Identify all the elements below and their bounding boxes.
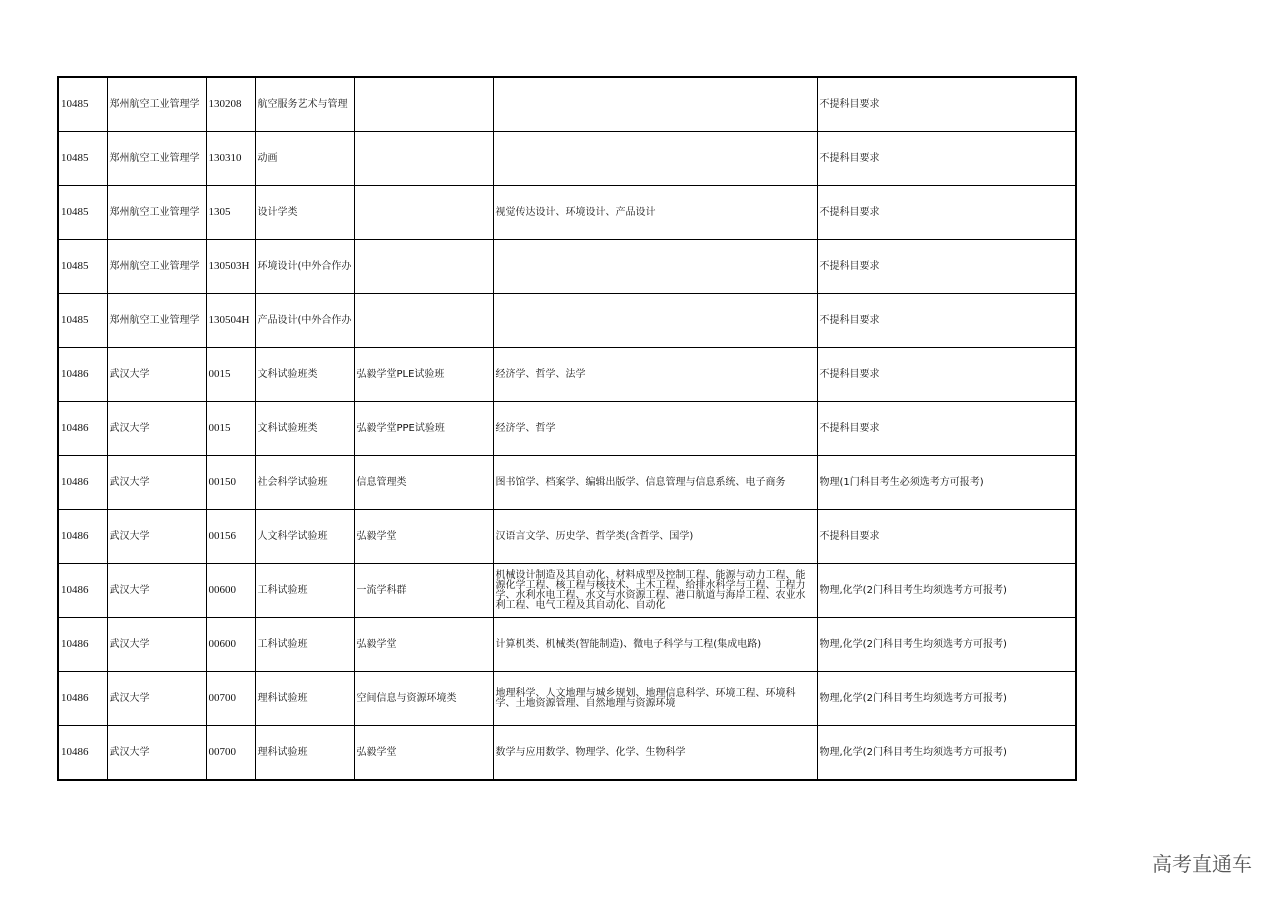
table-row bbox=[58, 510, 1076, 564]
table-cell: 汉语言文学、历史学、哲学类(含哲学、国学) bbox=[493, 510, 817, 564]
table-cell: 不提科目要求 bbox=[817, 510, 1076, 564]
table-cell: 环境设计(中外合作办 bbox=[255, 240, 354, 294]
table-cell: 130503H bbox=[206, 240, 255, 294]
table-cell: 郑州航空工业管理学 bbox=[107, 240, 206, 294]
table-cell: 武汉大学 bbox=[107, 726, 206, 781]
table-cell: 0015 bbox=[206, 348, 255, 402]
table-row bbox=[58, 132, 1076, 186]
table-cell: 武汉大学 bbox=[107, 618, 206, 672]
table-cell: 武汉大学 bbox=[107, 402, 206, 456]
table-cell: 数学与应用数学、物理学、化学、生物科学 bbox=[493, 726, 817, 781]
table-cell: 弘毅学堂 bbox=[354, 618, 493, 672]
table-cell: 不提科目要求 bbox=[817, 77, 1076, 132]
table-row bbox=[58, 618, 1076, 672]
table-row bbox=[58, 77, 1076, 132]
table-cell bbox=[493, 240, 817, 294]
table-cell: 武汉大学 bbox=[107, 456, 206, 510]
table-cell: 物理,化学(2门科目考生均须选考方可报考) bbox=[817, 672, 1076, 726]
table-row bbox=[58, 402, 1076, 456]
table-cell: 不提科目要求 bbox=[817, 294, 1076, 348]
table-cell: 动画 bbox=[255, 132, 354, 186]
table-cell: 物理,化学(2门科目考生均须选考方可报考) bbox=[817, 564, 1076, 618]
table-cell: 130310 bbox=[206, 132, 255, 186]
table-cell: 郑州航空工业管理学 bbox=[107, 132, 206, 186]
table-row bbox=[58, 672, 1076, 726]
table-cell: 文科试验班类 bbox=[255, 348, 354, 402]
table-cell: 物理(1门科目考生必须选考方可报考) bbox=[817, 456, 1076, 510]
table-cell bbox=[354, 294, 493, 348]
table-row bbox=[58, 348, 1076, 402]
table-cell: 00600 bbox=[206, 564, 255, 618]
admission-table bbox=[57, 76, 1077, 781]
table-cell bbox=[354, 186, 493, 240]
table-cell: 10486 bbox=[58, 672, 107, 726]
table-cell: 物理,化学(2门科目考生均须选考方可报考) bbox=[817, 618, 1076, 672]
table-cell: 00700 bbox=[206, 672, 255, 726]
table-cell: 不提科目要求 bbox=[817, 240, 1076, 294]
table-body bbox=[58, 77, 1076, 780]
table-cell: 产品设计(中外合作办 bbox=[255, 294, 354, 348]
table-cell: 00600 bbox=[206, 618, 255, 672]
table-cell: 计算机类、机械类(智能制造)、微电子科学与工程(集成电路) bbox=[493, 618, 817, 672]
table-cell: 130208 bbox=[206, 77, 255, 132]
table-cell: 10486 bbox=[58, 456, 107, 510]
table-cell: 信息管理类 bbox=[354, 456, 493, 510]
table-cell bbox=[493, 77, 817, 132]
table-cell: 武汉大学 bbox=[107, 510, 206, 564]
table-cell bbox=[354, 240, 493, 294]
table-row bbox=[58, 456, 1076, 510]
table-cell bbox=[354, 132, 493, 186]
table-cell bbox=[493, 294, 817, 348]
table-cell: 理科试验班 bbox=[255, 672, 354, 726]
table-cell: 不提科目要求 bbox=[817, 348, 1076, 402]
table-cell: 工科试验班 bbox=[255, 618, 354, 672]
table-cell: 10485 bbox=[58, 240, 107, 294]
table-cell: 00156 bbox=[206, 510, 255, 564]
table-cell: 一流学科群 bbox=[354, 564, 493, 618]
table-cell: 弘毅学堂 bbox=[354, 510, 493, 564]
table-cell: 空间信息与资源环境类 bbox=[354, 672, 493, 726]
table-cell: 设计学类 bbox=[255, 186, 354, 240]
table-cell: 10486 bbox=[58, 510, 107, 564]
table-row bbox=[58, 186, 1076, 240]
table-cell bbox=[354, 77, 493, 132]
table-cell: 视觉传达设计、环境设计、产品设计 bbox=[493, 186, 817, 240]
table-cell: 弘毅学堂PPE试验班 bbox=[354, 402, 493, 456]
table-cell: 10485 bbox=[58, 132, 107, 186]
table-cell: 弘毅学堂PLE试验班 bbox=[354, 348, 493, 402]
table-cell: 理科试验班 bbox=[255, 726, 354, 781]
table-cell: 航空服务艺术与管理 bbox=[255, 77, 354, 132]
table-cell: 经济学、哲学 bbox=[493, 402, 817, 456]
table-cell: 武汉大学 bbox=[107, 564, 206, 618]
table-cell: 不提科目要求 bbox=[817, 132, 1076, 186]
table-cell: 文科试验班类 bbox=[255, 402, 354, 456]
table-cell: 武汉大学 bbox=[107, 672, 206, 726]
table-cell: 社会科学试验班 bbox=[255, 456, 354, 510]
table-cell: 工科试验班 bbox=[255, 564, 354, 618]
table-cell: 10485 bbox=[58, 186, 107, 240]
table-cell: 10485 bbox=[58, 77, 107, 132]
table-cell: 郑州航空工业管理学 bbox=[107, 186, 206, 240]
table-cell: 130504H bbox=[206, 294, 255, 348]
table-row bbox=[58, 240, 1076, 294]
table-cell: 地理科学、人文地理与城乡规划、地理信息科学、环境工程、环境科学、土地资源管理、自然地理与资源环境 bbox=[493, 672, 817, 726]
watermark: 高考直通车 bbox=[1152, 852, 1252, 876]
table-cell: 10485 bbox=[58, 294, 107, 348]
table-row bbox=[58, 564, 1076, 618]
table-cell: 郑州航空工业管理学 bbox=[107, 77, 206, 132]
table-cell bbox=[493, 132, 817, 186]
table-cell: 经济学、哲学、法学 bbox=[493, 348, 817, 402]
table-cell: 10486 bbox=[58, 564, 107, 618]
table-cell: 不提科目要求 bbox=[817, 186, 1076, 240]
table-cell: 10486 bbox=[58, 726, 107, 781]
table-cell: 弘毅学堂 bbox=[354, 726, 493, 781]
table-cell: 10486 bbox=[58, 402, 107, 456]
table-cell: 不提科目要求 bbox=[817, 402, 1076, 456]
table-cell: 1305 bbox=[206, 186, 255, 240]
table-cell: 图书馆学、档案学、编辑出版学、信息管理与信息系统、电子商务 bbox=[493, 456, 817, 510]
table-row bbox=[58, 294, 1076, 348]
table-cell: 机械设计制造及其自动化、材料成型及控制工程、能源与动力工程、能源化学工程、核工程与核技术、土木工程、给排水科学与工程、工程力学、水利水电工程、水文与水资源工程、港口航道与海岸工程、农业水利工程、电气工程及其自动化、自动化 bbox=[493, 564, 817, 618]
table-cell: 10486 bbox=[58, 618, 107, 672]
table-cell: 00150 bbox=[206, 456, 255, 510]
table-row bbox=[58, 726, 1076, 781]
table-cell: 00700 bbox=[206, 726, 255, 781]
table-cell: 物理,化学(2门科目考生均须选考方可报考) bbox=[817, 726, 1076, 781]
table-cell: 人文科学试验班 bbox=[255, 510, 354, 564]
table-cell: 0015 bbox=[206, 402, 255, 456]
table-cell: 武汉大学 bbox=[107, 348, 206, 402]
table-cell: 10486 bbox=[58, 348, 107, 402]
table-cell: 郑州航空工业管理学 bbox=[107, 294, 206, 348]
